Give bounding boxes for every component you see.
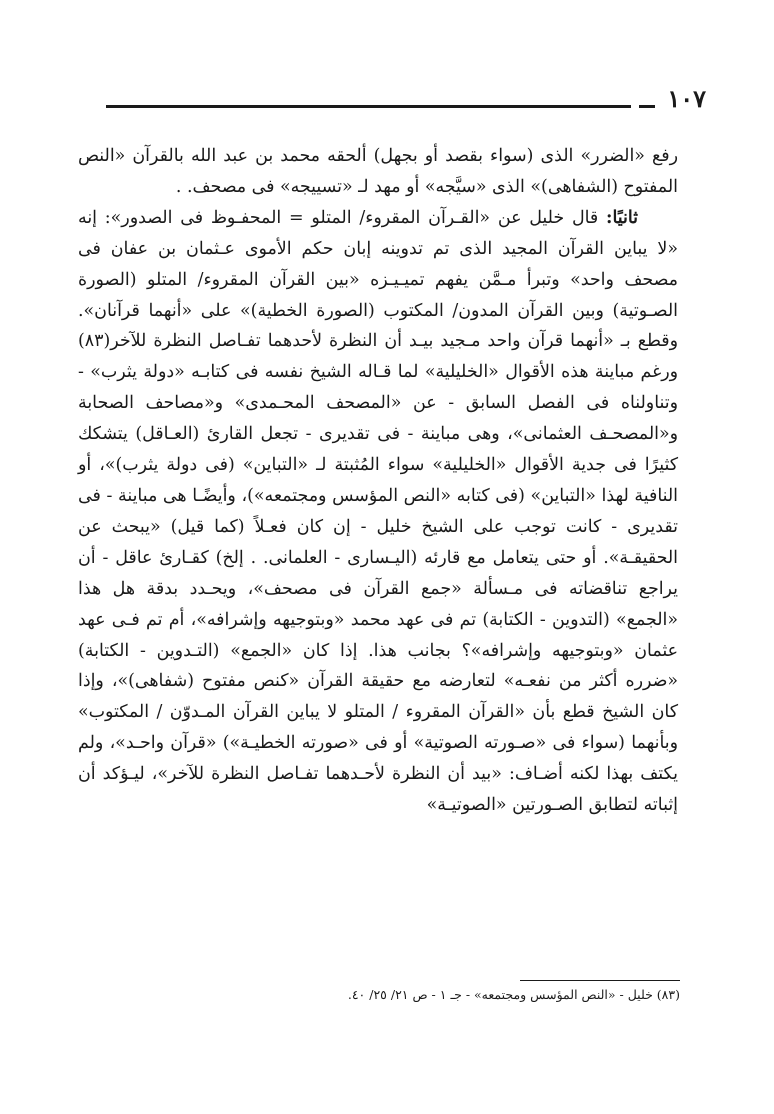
header-rule [106,105,631,108]
footnote-rule [520,980,680,981]
footnote: (٨٣) خليل - «النص المؤسس ومجتمعه» - جـ ١ - ص ٢١/ ٢٥/ ٤٠. [347,987,680,1002]
paragraph-2-text: قال خليل عن «القـرآن المقروء/ المتلو = المحفـوظ فى الصدور»: إنه «لا يباين القرآن المجيد الذى تم تدوينه إبان حكم الأموى عـثمان بن عفان فى مصحف واحد» وتبرأ مـمَّن يفهم تميـيـزه «بين القرآن المقروء/ المتلو (الصورة الصـوتية) وبين القرآن المدون/ المكتوب (الصورة الخطية)» على «أنهما قرآنان». وقطع بـ «أنهما قرآن واحد مـجيد بيـد أن النظرة لأحدهما تفـاصل النظرة للآخر(٨٣) ورغم مباينة هذه الأقوال «الخليلية» لما قـاله الشيخ نفسه فى كتابـه «دولة يثرب» - وتناولناه فى الفصل السابق - عن «المصحف المحـمدى» و«مصاحف الصحابة و«المصحـف العثمانى»، وهى مباينة - فى تقديرى - تجعل القارئ (العـاقل) يتشكك كثيرًا فى جدية الأقوال «الخليلية» سواء المُثبتة لـ «التباين» (فى دولة يثرب)»، أو النافية لهذا «التباين» (فى كتابه «النص المؤسس ومجتمعه»)، وأيضًـا هى مباينة - فى تقديرى - كانت توجب على الشيخ خليل - إن كان فعـلاً (كما قيل) «يبحث عن الحقيقـة». أو حتى يتعامل مع قارئه (اليـسارى - العلمانى. . إلخ) كقـارئ عاقل - أن يراجع تناقضاته فى مـسألة «جمع القرآن فى مصحف»، ويحـدد بدقة هل هذا «الجمع» (التدوين - الكتابة) تم فى عهد محمد «وبتوجيهه وإشرافه»، أم تم فـى عهد عثمان «وبتوجيهه وإشرافه»؟ بجانب هذا. إذا كان «الجمع» (التـدوين - الكتابة) «ضرره أكثر من نفعـه» لتعارضه مع حقيقة القرآن «كنص مفتوح (شفاهى)»، وإذا كان الشيخ قطع بأن «القرآن المقروء / المتلو لا يباين القرآن المـدوّن / المكتوب» وبأنهما (سواء فى «صـورته الصوتية» أو فى «صورته الخطيـة») «قرآن واحـد»، ولم يكتف بهذا لكنه أضـاف: «بيد أن النظرة لأحـدهما تفـاصل النظرة للآخر»، ليـؤكد أن إثباته لتطابق الصـورتين «الصوتيـة» [78,207,678,816]
body-text [78,141,678,821]
page-number: ١٠٧ [667,84,706,113]
header-rule-short [639,105,655,108]
page-header [106,86,706,112]
paragraph-1: رفع «الضرر» الذى (سواء بقصد أو بجهل) ألحقه محمد بن عبد الله بالقرآن «النص المفتوح (الشفاهى)» الذى «سيَّجه» أو مهد لـ «تسييجه» فى مصحف. . [78,146,678,197]
paragraph-2 [78,203,678,821]
paragraph-2-lead: ثانيًا: [606,207,638,228]
